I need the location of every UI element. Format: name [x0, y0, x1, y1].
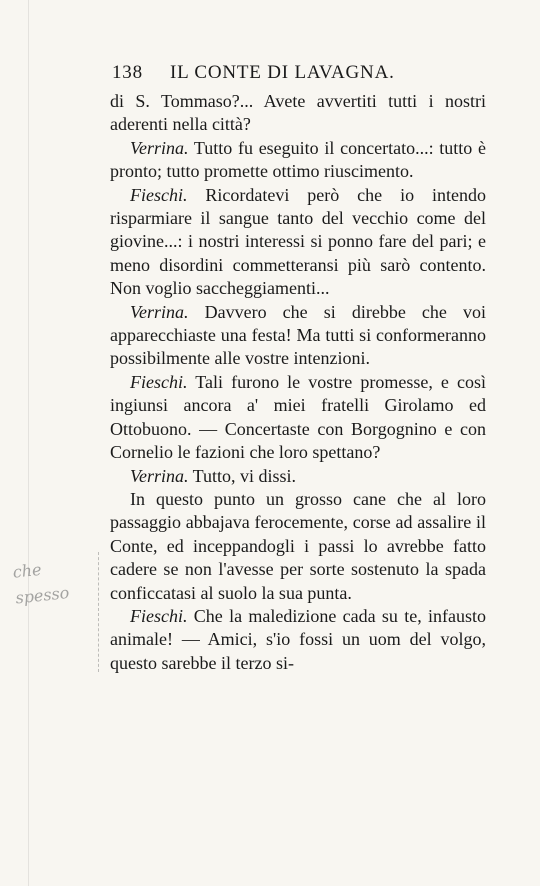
running-header: [112, 62, 472, 84]
paragraph: [110, 301, 486, 371]
page-number: 138: [112, 62, 143, 83]
paragraph: [110, 371, 486, 465]
speaker-name: Fieschi.: [130, 605, 188, 626]
page-edge-shadow: [28, 0, 29, 886]
body-text: [110, 90, 486, 675]
speaker-name: Fieschi.: [130, 371, 188, 392]
paragraph: [110, 605, 486, 675]
margin-note-line: spesso: [14, 582, 71, 608]
paragraph-text: Tutto fu eseguito il concertato...: tutto è pronto; tutto promette ottimo riuscimento.: [110, 137, 486, 182]
paragraph-text: Tutto, vi dissi.: [188, 465, 297, 486]
paragraph-text: Ricordatevi però che io intendo risparmiare il sangue tanto del vecchio come del giovine...: i nostri interessi si ponno fare del pari; e meno disordini commetteransi più sarò contento. Non voglio saccheggiamenti...: [110, 184, 486, 299]
paragraph: [110, 488, 486, 605]
margin-note-line: che: [11, 559, 43, 582]
running-title: IL CONTE DI LAVAGNA.: [170, 62, 395, 83]
speaker-name: Verrina.: [130, 301, 189, 322]
speaker-name: Fieschi.: [130, 184, 188, 205]
paragraph: [110, 137, 486, 184]
paragraph-text: Tali furono le vostre promesse, e così ingiunsi ancora a' miei fratelli Girolamo ed Ottobuono. — Concertaste con Borgognino e con Cornelio le fazioni che loro spettano?: [110, 371, 486, 463]
paragraph: [110, 90, 486, 137]
paragraph-text: Davvero che si direbbe che voi apparecchiaste una festa! Ma tutti si conformeranno possibilmente alle vostre intenzioni.: [110, 301, 486, 369]
speaker-name: Verrina.: [130, 137, 189, 158]
paragraph-text: In questo punto un grosso cane che al loro passaggio abbajava ferocemente, corse ad assalire il Conte, ed inceppandogli i passi lo avrebbe fatto cadere se non l'avesse per sorte sostenuto la spada conficcatasi al suolo la sua punta.: [110, 488, 486, 603]
handwritten-margin-note: [11, 552, 86, 611]
paragraph-text: Che la maledizione cada su te, infausto animale! — Amici, s'io fossi un uom del volgo, questo sarebbe il terzo si-: [110, 605, 486, 673]
paragraph-text: di S. Tommaso?... Avete avvertiti tutti i nostri aderenti nella città?: [110, 91, 486, 135]
speaker-name: Verrina.: [130, 465, 189, 486]
margin-bracket-mark: [98, 552, 101, 672]
paragraph: [110, 465, 486, 488]
paragraph: [110, 184, 486, 301]
